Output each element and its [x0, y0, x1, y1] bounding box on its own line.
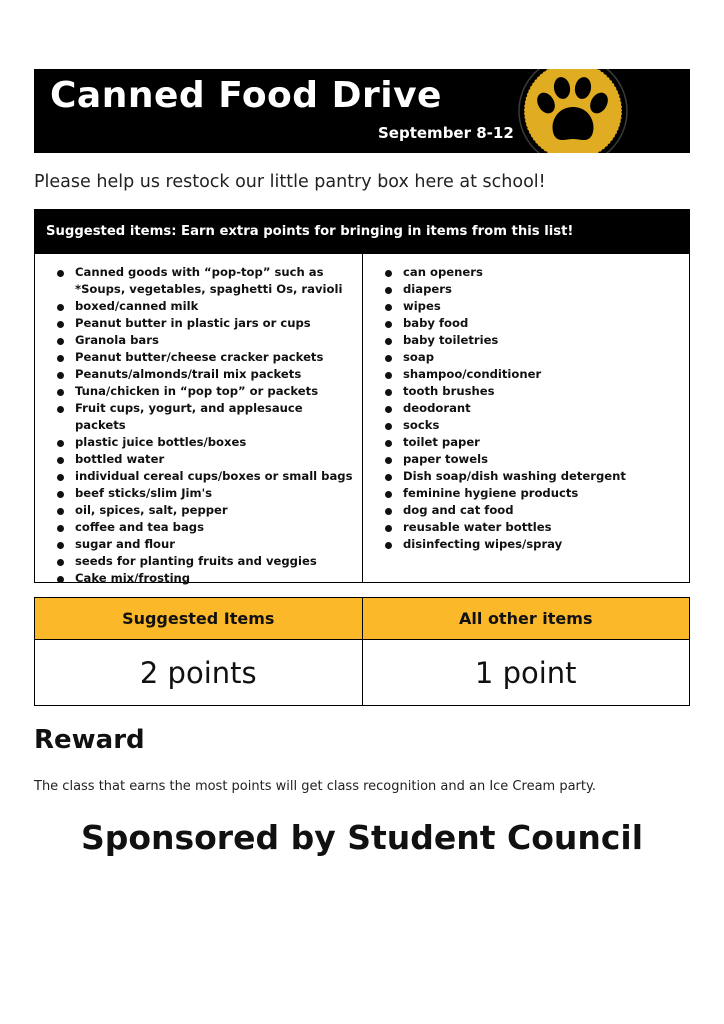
list-item-text: Fruit cups, yogurt, and applesauce packets	[75, 401, 303, 432]
suggested-items-columns	[35, 254, 689, 585]
list-item-text: Tuna/chicken in “pop top” or packets	[75, 384, 319, 398]
bullet-icon	[385, 321, 392, 328]
points-table-header-row	[35, 598, 690, 640]
list-item	[385, 519, 675, 536]
points-value-other: 1 point	[362, 640, 690, 706]
list-item-text: Peanut butter/cheese cracker packets	[75, 350, 324, 364]
bullet-icon	[57, 321, 64, 328]
bullet-icon	[385, 491, 392, 498]
list-item	[385, 366, 675, 383]
list-item	[385, 315, 675, 332]
list-item	[385, 298, 675, 315]
list-item-text: Peanuts/almonds/trail mix packets	[75, 367, 302, 381]
list-item	[385, 451, 675, 468]
list-item-text: Cake mix/frosting	[75, 571, 191, 585]
bullet-icon	[57, 355, 64, 362]
bullet-icon	[385, 423, 392, 430]
reward-text: The class that earns the most points will get class recognition and an Ice Cream party.	[34, 779, 596, 794]
list-item	[57, 366, 353, 383]
list-item	[57, 570, 353, 587]
bullet-icon	[57, 474, 64, 481]
list-item-text: wipes	[403, 299, 441, 313]
bullet-icon	[385, 389, 392, 396]
list-item	[385, 281, 675, 298]
list-item	[57, 519, 353, 536]
paw-print-icon	[516, 69, 630, 153]
bullet-icon	[57, 304, 64, 311]
left-item-list	[57, 264, 353, 587]
list-item-text: dog and cat food	[403, 503, 514, 517]
bullet-icon	[385, 542, 392, 549]
list-item-text: individual cereal cups/boxes or small bags	[75, 469, 353, 483]
column-divider	[362, 254, 363, 582]
bullet-icon	[385, 287, 392, 294]
list-item	[385, 383, 675, 400]
bullet-icon	[385, 525, 392, 532]
list-item	[385, 349, 675, 366]
bullet-icon	[385, 440, 392, 447]
list-item-text: beef sticks/slim Jim's	[75, 486, 213, 500]
bullet-icon	[57, 525, 64, 532]
bullet-icon	[57, 576, 64, 583]
sponsor-line: Sponsored by Student Council	[80, 818, 644, 857]
list-item	[57, 485, 353, 502]
points-header-suggested: Suggested Items	[35, 598, 363, 640]
list-item-text: deodorant	[403, 401, 471, 415]
list-item	[385, 468, 675, 485]
suggested-items-header: Suggested items: Earn extra points for bringing in items from this list!	[35, 210, 689, 254]
bullet-icon	[57, 406, 64, 413]
list-item-text: disinfecting wipes/spray	[403, 537, 563, 551]
list-item	[385, 264, 675, 281]
bullet-icon	[57, 440, 64, 447]
list-item	[57, 298, 353, 315]
list-item-text: paper towels	[403, 452, 488, 466]
list-item-text: plastic juice bottles/boxes	[75, 435, 247, 449]
intro-text: Please help us restock our little pantry box here at school!	[34, 172, 546, 192]
bullet-icon	[385, 406, 392, 413]
bullet-icon	[57, 559, 64, 566]
points-table	[34, 597, 690, 706]
bullet-icon	[385, 304, 392, 311]
title-banner	[34, 69, 690, 153]
list-item-text: boxed/canned milk	[75, 299, 199, 313]
list-item	[57, 451, 353, 468]
bullet-icon	[57, 372, 64, 379]
list-item	[385, 502, 675, 519]
list-item	[385, 417, 675, 434]
list-item-text: bottled water	[75, 452, 165, 466]
list-item-text: Granola bars	[75, 333, 159, 347]
bullet-icon	[385, 338, 392, 345]
bullet-icon	[385, 508, 392, 515]
list-item	[57, 553, 353, 570]
list-item	[385, 485, 675, 502]
list-item-text: baby toiletries	[403, 333, 499, 347]
list-item	[57, 264, 353, 298]
list-item-text: Peanut butter in plastic jars or cups	[75, 316, 311, 330]
bullet-icon	[385, 270, 392, 277]
list-item-text: socks	[403, 418, 440, 432]
event-date: September 8-12	[378, 124, 514, 142]
reward-heading: Reward	[34, 725, 145, 755]
list-item-text: oil, spices, salt, pepper	[75, 503, 228, 517]
list-item-text: Canned goods with “pop-top” such as *Soups, vegetables, spaghetti Os, ravioli	[75, 265, 343, 296]
points-value-suggested: 2 points	[35, 640, 363, 706]
bullet-icon	[385, 457, 392, 464]
bullet-icon	[57, 389, 64, 396]
right-item-list	[385, 264, 675, 553]
list-item	[385, 434, 675, 451]
list-item-text: can openers	[403, 265, 483, 279]
list-item-text: coffee and tea bags	[75, 520, 204, 534]
bullet-icon	[385, 372, 392, 379]
list-item-text: Dish soap/dish washing detergent	[403, 469, 626, 483]
bullet-icon	[57, 491, 64, 498]
list-item	[385, 536, 675, 553]
list-item-text: baby food	[403, 316, 469, 330]
bullet-icon	[57, 542, 64, 549]
list-item-text: shampoo/conditioner	[403, 367, 542, 381]
bullet-icon	[57, 508, 64, 515]
list-item-text: diapers	[403, 282, 452, 296]
list-item-text: sugar and flour	[75, 537, 175, 551]
list-item	[57, 536, 353, 553]
list-item-text: soap	[403, 350, 434, 364]
list-item-text: toilet paper	[403, 435, 480, 449]
page-title: Canned Food Drive	[50, 75, 442, 116]
list-item	[385, 332, 675, 349]
suggested-items-box	[34, 209, 690, 583]
list-item	[57, 502, 353, 519]
bullet-icon	[57, 338, 64, 345]
list-item	[57, 315, 353, 332]
bullet-icon	[57, 270, 64, 277]
list-item	[57, 400, 353, 434]
list-item-text: seeds for planting fruits and veggies	[75, 554, 317, 568]
list-item-text: tooth brushes	[403, 384, 495, 398]
list-item	[57, 349, 353, 366]
bullet-icon	[57, 457, 64, 464]
list-item-text: feminine hygiene products	[403, 486, 579, 500]
list-item	[385, 400, 675, 417]
points-table-value-row	[35, 640, 690, 706]
list-item-text: reusable water bottles	[403, 520, 552, 534]
bullet-icon	[385, 355, 392, 362]
list-item	[57, 383, 353, 400]
bullet-icon	[385, 474, 392, 481]
list-item	[57, 468, 353, 485]
points-header-other: All other items	[362, 598, 690, 640]
list-item	[57, 434, 353, 451]
list-item	[57, 332, 353, 349]
